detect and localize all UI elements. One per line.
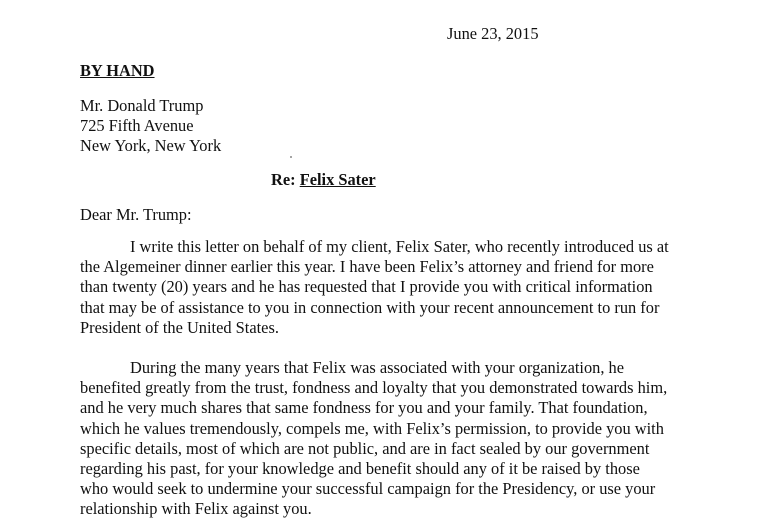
paragraph-line: benefited greatly from the trust, fondness and loyalty that you demonstrated towards him, [80, 378, 668, 398]
salutation: Dear Mr. Trump: [80, 205, 192, 224]
paragraph-line: relationship with Felix against you. [80, 499, 312, 519]
letter-date: June 23, 2015 [447, 24, 539, 43]
paragraph-line: and he very much shares that same fondness for you and your family. That foundation, [80, 398, 648, 418]
paragraph-line: which he values tremendously, compels me, with Felix’s permission, to provide you with [80, 418, 664, 438]
paragraph-line: regarding his past, for your knowledge and benefit should any of it be raised by those [80, 459, 640, 479]
paragraph-line: I write this letter on behalf of my client, Felix Sater, who recently introduced us at [130, 237, 669, 256]
paragraph-line: President of the United States. [80, 317, 279, 337]
re-line [271, 170, 376, 190]
paragraph-line: the Algemeiner dinner earlier this year. I have been Felix’s attorney and friend for more [80, 257, 654, 277]
paragraph-line: who would seek to undermine your successful campaign for the Presidency, or use your [80, 479, 656, 499]
recipient-address [80, 96, 221, 156]
body-paragraph [80, 358, 720, 520]
paragraph-line: that may be of assistance to you in connection with your recent announcement to run for [80, 297, 660, 317]
body-paragraph [80, 237, 720, 338]
scan-speck [290, 156, 292, 158]
paragraph-line: than twenty (20) years and he has requested that I provide you with critical information [80, 277, 653, 297]
recipient-street: 725 Fifth Avenue [80, 116, 194, 135]
delivery-method: BY HAND [80, 61, 155, 80]
re-label: Re: [271, 170, 296, 189]
paragraph-line: During the many years that Felix was associated with your organization, he [130, 358, 625, 377]
re-subject: Felix Sater [299, 170, 376, 189]
recipient-name: Mr. Donald Trump [80, 96, 204, 115]
paragraph-line: specific details, most of which are not public, and are in fact sealed by our government [80, 438, 650, 458]
recipient-city: New York, New York [80, 136, 222, 155]
